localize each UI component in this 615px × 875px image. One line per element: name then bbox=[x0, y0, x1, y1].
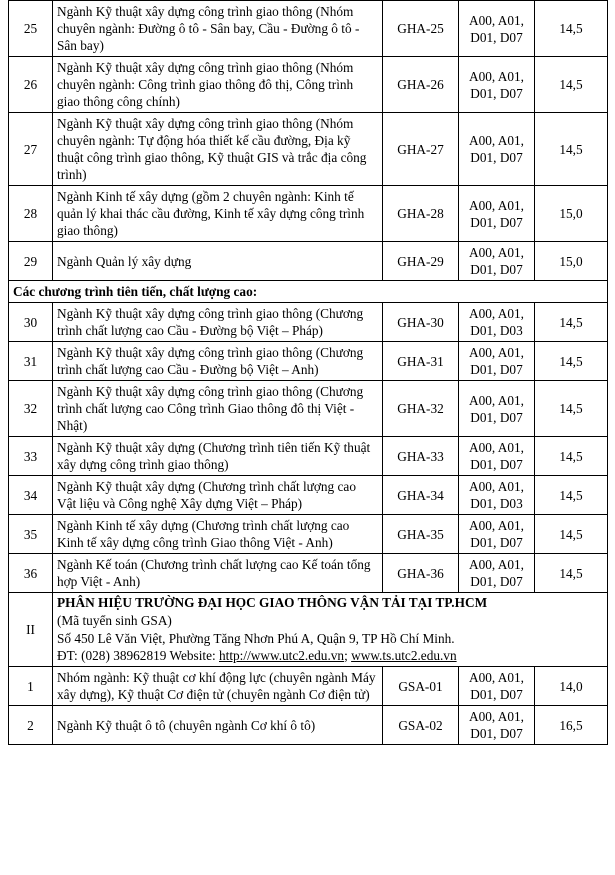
row-code: GHA-29 bbox=[383, 242, 459, 281]
row-subject-group: A00, A01, D01, D07 bbox=[459, 515, 535, 554]
row-major-name: Ngành Kỹ thuật xây dựng công trình giao thông (Nhóm chuyên ngành: Tự động hóa thiết kế cầu đường, Địa kỹ thuật công trình giao thông, Kỹ thuật GIS và trắc địa công trình) bbox=[53, 113, 383, 186]
row-score: 14,5 bbox=[535, 554, 608, 593]
row-subject-group: A00, A01, D01, D03 bbox=[459, 303, 535, 342]
branch-header-row bbox=[9, 593, 608, 667]
row-score: 14,5 bbox=[535, 381, 608, 437]
row-number: 35 bbox=[9, 515, 53, 554]
row-number: 29 bbox=[9, 242, 53, 281]
row-score: 14,5 bbox=[535, 342, 608, 381]
row-code: GHA-33 bbox=[383, 437, 459, 476]
row-major-name: Ngành Kỹ thuật xây dựng công trình giao thông (Chương trình chất lượng cao Cầu - Đường bộ Việt – Anh) bbox=[53, 342, 383, 381]
row-number: 26 bbox=[9, 57, 53, 113]
row-subject-group: A00, A01, D01, D07 bbox=[459, 706, 535, 745]
row-major-name: Ngành Quản lý xây dựng bbox=[53, 242, 383, 281]
table-row bbox=[9, 706, 608, 745]
row-number: 27 bbox=[9, 113, 53, 186]
row-number: 31 bbox=[9, 342, 53, 381]
table-row bbox=[9, 186, 608, 242]
branch-contact bbox=[57, 647, 603, 664]
row-subject-group: A00, A01, D01, D07 bbox=[459, 342, 535, 381]
row-major-name: Ngành Kỹ thuật xây dựng (Chương trình chất lượng cao Vật liệu và Công nghệ Xây dựng Việt – Pháp) bbox=[53, 476, 383, 515]
row-subject-group: A00, A01, D01, D07 bbox=[459, 57, 535, 113]
table-row bbox=[9, 303, 608, 342]
section-header-row bbox=[9, 281, 608, 303]
row-major-name: Ngành Kỹ thuật xây dựng công trình giao thông (Nhóm chuyên ngành: Công trình giao thông đô thị, Công trình giao thông công chính) bbox=[53, 57, 383, 113]
row-score: 14,5 bbox=[535, 476, 608, 515]
row-score: 14,5 bbox=[535, 515, 608, 554]
row-number: 34 bbox=[9, 476, 53, 515]
row-code: GHA-28 bbox=[383, 186, 459, 242]
row-code: GHA-30 bbox=[383, 303, 459, 342]
row-major-name: Ngành Kỹ thuật xây dựng công trình giao thông (Chương trình chất lượng cao Công trình Giao thông đô thị Việt - Nhật) bbox=[53, 381, 383, 437]
row-number: 25 bbox=[9, 1, 53, 57]
row-score: 14,0 bbox=[535, 667, 608, 706]
row-code: GHA-31 bbox=[383, 342, 459, 381]
table-row bbox=[9, 342, 608, 381]
table-row bbox=[9, 1, 608, 57]
row-score: 14,5 bbox=[535, 1, 608, 57]
row-subject-group: A00, A01, D01, D07 bbox=[459, 381, 535, 437]
table-row bbox=[9, 667, 608, 706]
row-code: GHA-36 bbox=[383, 554, 459, 593]
row-code: GHA-32 bbox=[383, 381, 459, 437]
row-major-name: Ngành Kỹ thuật xây dựng công trình giao thông (Chương trình chất lượng cao Cầu - Đường bộ Việt – Pháp) bbox=[53, 303, 383, 342]
row-score: 14,5 bbox=[535, 303, 608, 342]
row-number: 2 bbox=[9, 706, 53, 745]
table-row bbox=[9, 515, 608, 554]
row-subject-group: A00, A01, D01, D07 bbox=[459, 1, 535, 57]
table-row bbox=[9, 437, 608, 476]
row-major-name: Ngành Kinh tế xây dựng (Chương trình chất lượng cao Kinh tế xây dựng công trình Giao thông Việt - Anh) bbox=[53, 515, 383, 554]
table-row bbox=[9, 57, 608, 113]
row-score: 14,5 bbox=[535, 113, 608, 186]
row-number: 33 bbox=[9, 437, 53, 476]
table-row bbox=[9, 381, 608, 437]
row-subject-group: A00, A01, D01, D07 bbox=[459, 186, 535, 242]
row-code: GHA-27 bbox=[383, 113, 459, 186]
row-code: GSA-02 bbox=[383, 706, 459, 745]
row-code: GHA-35 bbox=[383, 515, 459, 554]
branch-subtitle: (Mã tuyển sinh GSA) bbox=[57, 613, 172, 629]
row-major-name: Ngành Kỹ thuật xây dựng (Chương trình tiên tiến Kỹ thuật xây dựng công trình giao thông) bbox=[53, 437, 383, 476]
row-subject-group: A00, A01, D01, D07 bbox=[459, 113, 535, 186]
row-number: 32 bbox=[9, 381, 53, 437]
table-row bbox=[9, 242, 608, 281]
branch-info-cell bbox=[53, 593, 608, 667]
row-code: GSA-01 bbox=[383, 667, 459, 706]
branch-number: II bbox=[9, 593, 53, 667]
row-number: 30 bbox=[9, 303, 53, 342]
row-code: GHA-25 bbox=[383, 1, 459, 57]
table-row bbox=[9, 113, 608, 186]
row-score: 16,5 bbox=[535, 706, 608, 745]
section-header-label: Các chương trình tiên tiến, chất lượng cao: bbox=[9, 281, 608, 303]
row-number: 28 bbox=[9, 186, 53, 242]
row-number: 36 bbox=[9, 554, 53, 593]
row-number: 1 bbox=[9, 667, 53, 706]
branch-contact-separator: ; bbox=[344, 647, 352, 663]
branch-website-link-2[interactable]: www.ts.utc2.edu.vn bbox=[351, 647, 457, 663]
row-subject-group: A00, A01, D01, D07 bbox=[459, 437, 535, 476]
row-subject-group: A00, A01, D01, D07 bbox=[459, 554, 535, 593]
row-code: GHA-26 bbox=[383, 57, 459, 113]
row-major-name: Ngành Kế toán (Chương trình chất lượng cao Kế toán tổng hợp Việt - Anh) bbox=[53, 554, 383, 593]
row-major-name: Ngành Kỹ thuật xây dựng công trình giao thông (Nhóm chuyên ngành: Đường ô tô - Sân bay, Cầu - Đường ô tô - Sân bay) bbox=[53, 1, 383, 57]
row-score: 15,0 bbox=[535, 242, 608, 281]
admission-table-body bbox=[9, 1, 608, 745]
row-major-name: Ngành Kỹ thuật ô tô (chuyên ngành Cơ khí ô tô) bbox=[53, 706, 383, 745]
table-row bbox=[9, 554, 608, 593]
branch-contact-prefix: ĐT: (028) 38962819 Website: bbox=[57, 647, 219, 663]
table-row bbox=[9, 476, 608, 515]
row-subject-group: A00, A01, D01, D03 bbox=[459, 476, 535, 515]
branch-website-link-1[interactable]: http://www.utc2.edu.vn bbox=[219, 647, 345, 663]
row-score: 15,0 bbox=[535, 186, 608, 242]
row-subject-group: A00, A01, D01, D07 bbox=[459, 667, 535, 706]
row-subject-group: A00, A01, D01, D07 bbox=[459, 242, 535, 281]
row-code: GHA-34 bbox=[383, 476, 459, 515]
branch-title: PHÂN HIỆU TRƯỜNG ĐẠI HỌC GIAO THÔNG VẬN TẢI TẠI TP.HCM bbox=[57, 595, 488, 611]
row-major-name: Ngành Kinh tế xây dựng (gồm 2 chuyên ngành: Kinh tế quản lý khai thác cầu đường, Kinh tế xây dựng công trình giao thông) bbox=[53, 186, 383, 242]
row-score: 14,5 bbox=[535, 437, 608, 476]
row-major-name: Nhóm ngành: Kỹ thuật cơ khí động lực (chuyên ngành Máy xây dựng), Kỹ thuật Cơ điện tử (chuyên ngành Cơ điện tử) bbox=[53, 667, 383, 706]
row-score: 14,5 bbox=[535, 57, 608, 113]
branch-address: Số 450 Lê Văn Việt, Phường Tăng Nhơn Phú A, Quận 9, TP Hồ Chí Minh. bbox=[57, 630, 455, 646]
admission-table bbox=[8, 0, 608, 745]
